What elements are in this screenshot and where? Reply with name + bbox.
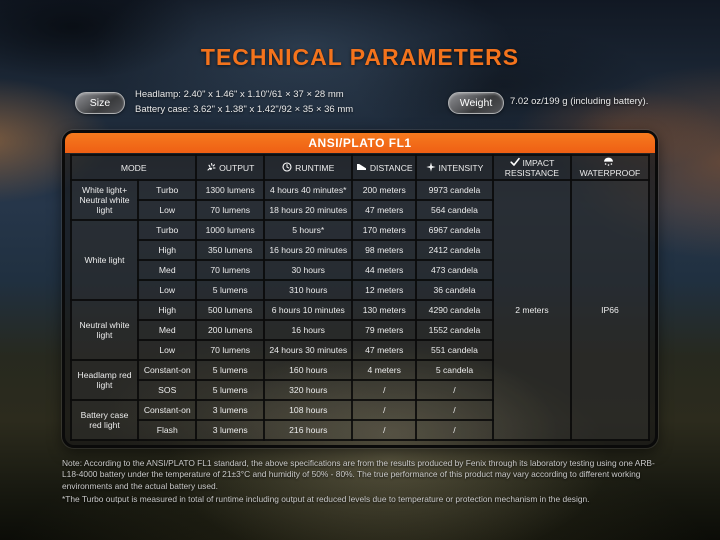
intensity-cell: 5 candela	[416, 360, 493, 380]
output-cell: 5 lumens	[196, 360, 264, 380]
intensity-cell: 4290 candela	[416, 300, 493, 320]
col-header-output	[196, 155, 264, 180]
runtime-cell: 24 hours 30 minutes	[264, 340, 352, 360]
size-specs	[135, 87, 353, 117]
intensity-cell: 9973 candela	[416, 180, 493, 200]
mode-cell: Low	[138, 340, 196, 360]
col-header-mode	[71, 155, 196, 180]
mode-group-cell: Neutral white light	[71, 300, 138, 360]
mode-cell: High	[138, 240, 196, 260]
distance-cell: 130 meters	[352, 300, 416, 320]
intensity-cell: 1552 candela	[416, 320, 493, 340]
intensity-cell: 36 candela	[416, 280, 493, 300]
mode-group-cell: White light	[71, 220, 138, 300]
output-cell: 70 lumens	[196, 260, 264, 280]
runtime-cell: 160 hours	[264, 360, 352, 380]
output-cell: 1300 lumens	[196, 180, 264, 200]
mode-cell: High	[138, 300, 196, 320]
output-cell: 5 lumens	[196, 280, 264, 300]
col-header-impact-resistance	[493, 155, 571, 180]
note-main: Note: According to the ANSI/PLATO FL1 standard, the above specifications are from the results produced by Fenix through its laboratory testing using one ARB-L18-4000 battery under the temperature of 21±3°C and humidity of 50% - 80%. The true performance of this product may vary according to different working environments and the actual battery used.	[62, 458, 655, 491]
runtime-cell: 30 hours	[264, 260, 352, 280]
weight-pill	[448, 92, 504, 114]
output-cell: 1000 lumens	[196, 220, 264, 240]
col-header-distance	[352, 155, 416, 180]
size-pill	[75, 92, 125, 114]
distance-cell: /	[352, 380, 416, 400]
checkmark-icon	[510, 157, 520, 167]
mode-header-label: MODE	[120, 162, 147, 173]
mode-cell: Turbo	[138, 220, 196, 240]
mode-cell: Low	[138, 280, 196, 300]
runtime-cell: 320 hours	[264, 380, 352, 400]
fl1-table-body	[71, 180, 649, 440]
output-rays-icon	[206, 162, 216, 172]
runtime-cell: 310 hours	[264, 280, 352, 300]
fl1-table	[70, 154, 650, 441]
beam-distance-icon	[356, 162, 367, 172]
output-cell: 350 lumens	[196, 240, 264, 260]
runtime-cell: 16 hours	[264, 320, 352, 340]
runtime-header-label: RUNTIME	[295, 163, 335, 173]
distance-cell: 170 meters	[352, 220, 416, 240]
distance-header-label: DISTANCE	[369, 163, 413, 173]
fl1-title-bar	[65, 133, 655, 153]
intensity-cell: /	[416, 380, 493, 400]
clock-icon	[282, 162, 292, 172]
col-header-intensity	[416, 155, 493, 180]
size-label: Size	[89, 97, 111, 109]
col-header-runtime	[264, 155, 352, 180]
distance-cell: /	[352, 400, 416, 420]
mode-cell: SOS	[138, 380, 196, 400]
note-turbo: *The Turbo output is measured in total of runtime including output at reduced levels due to temperature or protection mechanism in the design.	[62, 494, 590, 504]
distance-cell: 47 meters	[352, 340, 416, 360]
intensity-cell: 6967 candela	[416, 220, 493, 240]
distance-cell: 200 meters	[352, 180, 416, 200]
intensity-cell: /	[416, 400, 493, 420]
runtime-cell: 18 hours 20 minutes	[264, 200, 352, 220]
runtime-cell: 5 hours*	[264, 220, 352, 240]
output-cell: 70 lumens	[196, 200, 264, 220]
intensity-cell: 2412 candela	[416, 240, 493, 260]
intensity-header-label: INTENSITY	[438, 163, 484, 173]
output-cell: 5 lumens	[196, 380, 264, 400]
mode-cell: Med	[138, 320, 196, 340]
runtime-cell: 16 hours 20 minutes	[264, 240, 352, 260]
distance-cell: 47 meters	[352, 200, 416, 220]
mode-cell: Low	[138, 200, 196, 220]
output-header-label: OUTPUT	[219, 163, 255, 173]
output-cell: 3 lumens	[196, 420, 264, 440]
fl1-panel	[62, 130, 658, 448]
distance-cell: 44 meters	[352, 260, 416, 280]
runtime-cell: 6 hours 10 minutes	[264, 300, 352, 320]
distance-cell: /	[352, 420, 416, 440]
size-battery-case-line: Battery case: 3.62" x 1.38" x 1.42"/92 × 35 × 36 mm	[135, 104, 354, 115]
runtime-cell: 108 hours	[264, 400, 352, 420]
distance-cell: 4 meters	[352, 360, 416, 380]
size-headlamp-line: Headlamp: 2.40" x 1.46" x 1.10"/61 × 37 × 28 mm	[135, 89, 344, 100]
page-title: TECHNICAL PARAMETERS	[200, 44, 520, 70]
distance-cell: 12 meters	[352, 280, 416, 300]
mode-cell: Constant-on	[138, 360, 196, 380]
rain-waterproof-icon	[603, 157, 614, 167]
mode-cell: Med	[138, 260, 196, 280]
intensity-cell: 473 candela	[416, 260, 493, 280]
waterproof-header-label: WATERPROOF	[579, 168, 641, 178]
col-header-waterproof	[571, 155, 649, 180]
mode-group-cell: Headlamp red light	[71, 360, 138, 400]
fl1-title: ANSI/PLATO FL1	[308, 136, 412, 150]
runtime-cell: 4 hours 40 minutes*	[264, 180, 352, 200]
mode-cell: Flash	[138, 420, 196, 440]
distance-cell: 79 meters	[352, 320, 416, 340]
output-cell: 70 lumens	[196, 340, 264, 360]
table-row	[71, 180, 649, 200]
impact-header-label: IMPACT RESISTANCE	[504, 158, 560, 178]
intensity-cell: 564 candela	[416, 200, 493, 220]
table-header-row	[71, 155, 649, 180]
distance-cell: 98 meters	[352, 240, 416, 260]
mode-cell: Constant-on	[138, 400, 196, 420]
weight-value: 7.02 oz/199 g (including battery).	[510, 96, 649, 107]
mode-cell: Turbo	[138, 180, 196, 200]
weight-label: Weight	[459, 97, 493, 109]
intensity-cell: /	[416, 420, 493, 440]
output-cell: 200 lumens	[196, 320, 264, 340]
mode-group-cell: White light+ Neutral white light	[71, 180, 138, 220]
intensity-sparkle-icon	[426, 162, 436, 172]
intensity-cell: 551 candela	[416, 340, 493, 360]
output-cell: 3 lumens	[196, 400, 264, 420]
runtime-cell: 216 hours	[264, 420, 352, 440]
impact-resistance-value: 2 meters	[493, 180, 571, 440]
waterproof-value: IP66	[571, 180, 649, 440]
mode-group-cell: Battery case red light	[71, 400, 138, 440]
output-cell: 500 lumens	[196, 300, 264, 320]
